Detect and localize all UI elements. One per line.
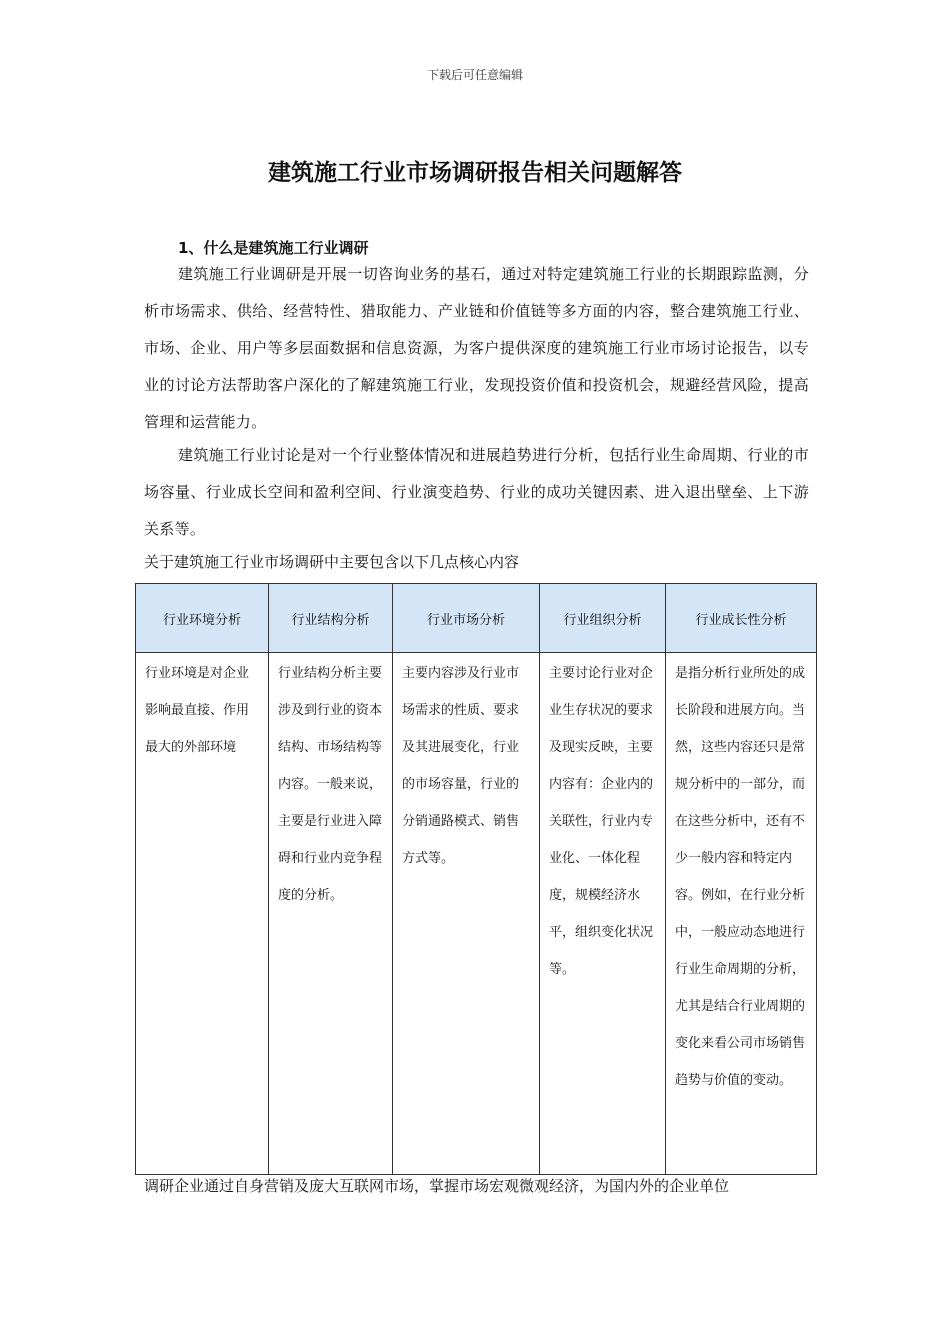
cell-industry-market: 主要内容涉及行业市场需求的性质、要求及其进展变化，行业的市场容量，行业的分销通路模式、销售方式等。 <box>393 653 540 1175</box>
header-industry-growth: 行业成长性分析 <box>666 584 817 653</box>
header-industry-market: 行业市场分析 <box>393 584 540 653</box>
cell-industry-organization: 主要讨论行业对企业生存状况的要求及现实反映，主要内容有：企业内的关联性，行业内专业化、一体化程度，规模经济水平，组织变化状况等。 <box>540 653 666 1175</box>
header-industry-structure: 行业结构分析 <box>269 584 393 653</box>
header-industry-organization: 行业组织分析 <box>540 584 666 653</box>
body-paragraph-1: 建筑施工行业调研是开展一切咨询业务的基石，通过对特定建筑施工行业的长期跟踪监测，分析市场需求、供给、经营特性、猎取能力、产业链和价值链等多方面的内容，整合建筑施工行业、市场、企业、用户等多层面数据和信息资源，为客户提供深度的建筑施工行业市场讨论报告，以专业的讨论方法帮助客户深化的了解建筑施工行业，发现投资价值和投资机会，规避经营风险，提高管理和运营能力。 <box>144 265 809 431</box>
table-intro-text: 关于建筑施工行业市场调研中主要包含以下几点核心内容 <box>144 553 520 571</box>
document-title: 建筑施工行业市场调研报告相关问题解答 <box>268 160 682 186</box>
table-row <box>136 653 817 1175</box>
header-note: 下载后可任意编辑 <box>426 68 523 82</box>
cell-industry-structure: 行业结构分析主要涉及到行业的资本结构、市场结构等内容。一般来说，主要是行业进入障碍和行业内竞争程度的分析。 <box>269 653 393 1175</box>
header-industry-environment: 行业环境分析 <box>136 584 269 653</box>
table-header-row <box>136 584 817 653</box>
body-paragraph-2: 建筑施工行业讨论是对一个行业整体情况和进展趋势进行分析，包括行业生命周期、行业的市场容量、行业成长空间和盈利空间、行业演变趋势、行业的成功关键因素、进入退出壁垒、上下游关系等。 <box>144 446 809 538</box>
analysis-table <box>135 583 817 1175</box>
cell-industry-growth: 是指分析行业所处的成长阶段和进展方向。当然，这些内容还只是常规分析中的一部分，而在这些分析中，还有不少一般内容和特定内容。例如，在行业分析中，一般应动态地进行行业生命周期的分析，尤其是结合行业周期的变化来看公司市场销售趋势与价值的变动。 <box>666 653 817 1175</box>
footer-paragraph: 调研企业通过自身营销及庞大互联网市场，掌握市场宏观微观经济，为国内外的企业单位 <box>144 1177 730 1195</box>
section-heading: 1、什么是建筑施工行业调研 <box>178 239 369 257</box>
cell-industry-environment: 行业环境是对企业影响最直接、作用最大的外部环境 <box>136 653 269 1175</box>
